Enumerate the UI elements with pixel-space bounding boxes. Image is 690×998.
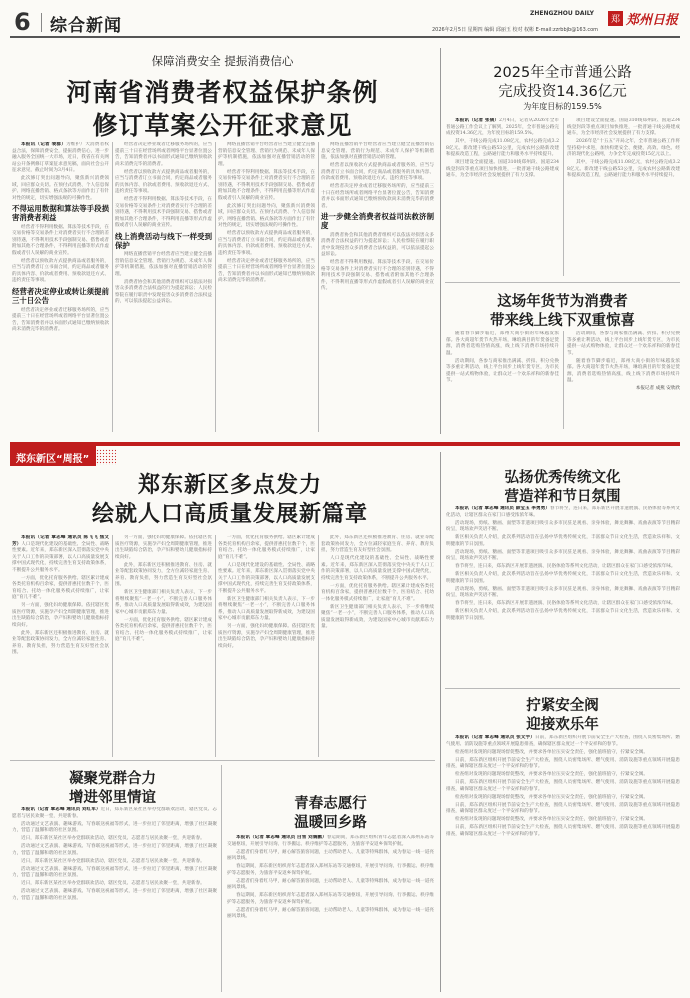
law-kicker: 保障消费安全 提振消费信心 xyxy=(151,54,294,68)
party-para-1c: 近日，郑东新区某社区举办党群联欢活动，辖区党员、志愿者与居民欢聚一堂，共迎新春。 xyxy=(21,858,205,864)
zd-col-1 xyxy=(12,535,109,757)
retail-para-1: 2月4日，记者从2026年全市普通公路工作会议上了解到，2025年，全市普通公路完成投资14.36亿元，为年度目标的159.5%。 xyxy=(446,118,559,136)
consumption-para-1b: 随着春节脚步临近，郑州大商小街的年味越发浓郁。各大商超年货节火热开场，琳琅满目的年货备足货源，消费者选购热情高涨，线上线下消费市场持续升温。 xyxy=(567,358,680,383)
zd-col-2 xyxy=(115,535,212,757)
law-subhead-4: 进一步健全消费者权益司法救济制度 xyxy=(321,212,434,231)
consumption-para-2b: 活动期间，各参与商家推出满减、折扣、积分兑换等多重让利活动，线上平台同步上线年货专区，为市民提供一站式购物体验，让群众过一个欢乐祥和的新春佳节。 xyxy=(567,331,680,356)
zd-main-byline: 本报讯（记者 覃志峰 通讯员 陈飞飞 焦文芳） xyxy=(12,535,109,547)
date-line: 2026年2月5日 星期四 编辑 邱丽玉 校对 权彬 E-mail:zzrbbjb@163.com xyxy=(432,27,599,33)
volunteer-para-2b: 志愿者们身着红马甲，耐心解答旅客问题，主动帮助老人、儿童等特殊群体，成为春运一线一道亮丽风景线。 xyxy=(227,878,434,890)
heritage-title-line1: 弘扬优秀传统文化 xyxy=(504,470,621,486)
law-byline: 本报讯（记者 裴群） xyxy=(21,142,66,147)
law-body-4: 网络直播营销平台经营者应当建立健全直播营销信息安全管理、营销行为规范、未成年人保护等机制措施，依法加强对直播营销活动的管理。 xyxy=(115,252,212,277)
newyear-para-1e: 日前，郑东新区组织开展节前安全生产大检查，围绕人员密集场所、燃气使用、消防设施等重点领域开展隐患排查，确保辖区群众度过一个平安祥和的春节。 xyxy=(446,825,680,837)
zd-main-para-4d: 此外，郑东新区还积极推进教育、住房、就业等配套政策协同发力，全方位减轻家庭生育、养育、教育负担，努力营造生育友好型社会氛围。 xyxy=(321,535,434,553)
zd-main-para-5: 新区卫生健康部门相关负责人表示，下一步将继续聚焦“一老一小”，不断完善人口服务体系，推动人口高质量发展取得新成效，为建设国家中心城市贡献郑东力量。 xyxy=(115,590,212,615)
party-para-1: 近日，郑东新区某社区举办党群联欢活动，辖区党员、志愿者与居民欢聚一堂，共迎新春。 xyxy=(12,807,217,819)
heritage-para-3c: 新区相关负责人介绍，此次系列活动旨在弘扬中华优秀传统文化，丰富群众节日文化生活，营造欢乐祥和、文明健康的节日氛围。 xyxy=(446,609,680,621)
newyear-byline: 本报讯（记者 覃志峰 通讯员 张文宇） xyxy=(455,735,535,740)
col-rule xyxy=(112,535,113,757)
volunteer-para-1b: 春运期间，郑东新区组织青年志愿者深入郑州东站等交通枢纽，开展引导问询、行李搬运、秩序维护等志愿服务，为旅客平安返乡保驾护航。 xyxy=(227,864,434,876)
heritage-body xyxy=(446,506,680,682)
law-col-2 xyxy=(115,142,212,432)
col-rule xyxy=(215,142,216,432)
newyear-title-line1: 拧紧安全阀 xyxy=(526,698,599,714)
col-rule xyxy=(563,118,564,276)
zd-main-para-5d: 新区卫生健康部门相关负责人表示，下一步将继续聚焦“一老一小”，不断完善人口服务体系，推动人口高质量发展取得新成效，为建设国家中心城市贡献郑东力量。 xyxy=(321,604,434,629)
retail-para-2b: 其中，干线公路完成11.08亿元，农村公路完成3.28亿元。新改建干线公路53公里，完成农村公路新改建和提质改造工程，公路通行能力和服务水平持续提升。 xyxy=(567,160,680,178)
heritage-para-2: 活动现场，剪纸、糖画、面塑等非遗项目吸引众多市民驻足观看、亲身体验，舞龙舞狮、戏曲表演等节目精彩纷呈，现场欢声笑语不断。 xyxy=(446,520,680,532)
newyear-para-2: 检查组对发现的问题现场督促整改，并要求各单位压实安全责任，强化值班值守，拧紧安全阀。 xyxy=(455,749,648,755)
consumption-para-1: 随着春节脚步临近，郑州大商小街的年味越发浓郁。各大商超年货节火热开场，琳琅满目的年货备足货源，消费者选购热情高涨，线上线下消费市场持续升温。 xyxy=(446,331,559,356)
party-body xyxy=(12,807,217,992)
section-divider xyxy=(440,452,441,992)
party-para-2c: 活动通过文艺表演、趣味游戏、写春联送祝福等形式，进一步拉近了邻里距离，增强了社区凝聚力，营造了温馨和谐的社区氛围。 xyxy=(12,866,217,878)
retail-para-3: 项目建设全面提速。国道310线郑州段、国道234线登封段等重点项目加快推进，一批普通干线公路建成通车，为全市经济社会发展提供了有力支撑。 xyxy=(446,160,559,178)
newyear-title-line2: 迎接欢乐年 xyxy=(526,717,599,733)
col-rule xyxy=(318,142,319,432)
volunteer-para-2c: 志愿者们身着红马甲，耐心解答旅客问题，主动帮助老人、儿童等特殊群体，成为春运一线一道亮丽风景线。 xyxy=(227,907,434,919)
section-divider xyxy=(440,48,441,434)
zd-main-para-1d: 人口是现代化建设的基础性、全局性、战略性要素。近年来，郑东新区深入贯彻落实党中央关于人口工作的决策部署，以人口高质量发展支撑中国式现代化，持续完善生育支持政策体系，不断提升公共服务水平。 xyxy=(321,556,434,581)
newyear-para-1c: 日前，郑东新区组织开展节前安全生产大检查，围绕人员密集场所、燃气使用、消防设施等重点领域开展隐患排查，确保辖区群众度过一个平安祥和的春节。 xyxy=(446,780,680,792)
retail-col-2 xyxy=(567,118,680,276)
zd-main-para-4b: 此外，郑东新区还积极推进教育、住房、就业等配套政策协同发力，全方位减轻家庭生育、养育、教育负担，努力营造生育友好型社会氛围。 xyxy=(115,562,212,587)
party-para-2: 活动通过文艺表演、趣味游戏、写春联送祝福等形式，进一步拉近了邻里距离，增强了社区凝聚力，营造了温馨和谐的社区氛围。 xyxy=(12,821,217,833)
consumption-col-2 xyxy=(567,331,680,429)
volunteer-para-2: 志愿者们身着红马甲，耐心解答旅客问题，主动帮助老人、儿童等特殊群体，成为春运一线一道亮丽风景线。 xyxy=(227,849,434,861)
law-body-0d: 经营者不得利用数据、算法等技术手段，在交易价格等交易条件上对消费者实行不合理的差别待遇，不得利用技术手段强制交易、搭售或者附加其他不合理条件，不得利用直播等形式作虚假或者引人误解的商业宣传。 xyxy=(321,260,434,292)
volunteer-body xyxy=(227,835,434,992)
col-rule xyxy=(215,535,216,757)
section-badge-label: 郑东新区“周报” xyxy=(16,454,90,465)
row-rule xyxy=(10,760,435,761)
retail-subtitle: 为年度目标的159.5% xyxy=(523,102,602,111)
section-title: 综合新闻 xyxy=(50,16,122,36)
zd-main-para-1: 人口是现代化建设的基础性、全局性、战略性要素。近年来，郑东新区深入贯彻落实党中央关于人口工作的决策部署，以人口高质量发展支撑中国式现代化，持续完善生育支持政策体系，不断提升公共服务水平。 xyxy=(12,541,109,573)
svg-text:郑: 郑 xyxy=(610,15,621,25)
row-rule xyxy=(445,282,680,283)
zd-main-title-line2: 绘就人口高质量发展新篇章 xyxy=(91,502,368,527)
volunteer-title-line1: 青春志愿行 xyxy=(294,796,367,812)
law-body-1b: 经营者不得利用数据、算法等技术手段，在交易价格等交易条件上对消费者实行不合理的差别待遇，不得利用技术手段强制交易、搭售或者附加其他不合理条件，不得利用直播等形式作虚假或者引人误解的商业宣传。 xyxy=(115,197,212,228)
zd-main-para-4: 此外，郑东新区还积极推进教育、住房、就业等配套政策协同发力，全方位减轻家庭生育、养育、教育负担，努力营造生育友好型社会氛围。 xyxy=(12,630,109,655)
newyear-body xyxy=(446,735,680,992)
law-body-3b: 经营者决定停业或者迁移服务场所的，应当提前三十日在经营场所或者网络平台显著位置公告，告知消费者并以书面形式通知已缴纳预收款尚未消费完毕的消费者。 xyxy=(115,142,212,167)
heritage-title-line2: 营造祥和节日氛围 xyxy=(504,489,621,505)
retail-title-line1: 2025年全市普通公路 xyxy=(493,65,632,81)
retail-para-2: 其中，干线公路完成11.08亿元，农村公路完成3.28亿元。新改建干线公路53公里，完成农村公路新改建和提质改造工程，公路通行能力和服务水平持续提升。 xyxy=(446,139,559,157)
law-body-3: 经营者决定停业或者迁移服务场所的，应当提前三十日在经营场所或者网络平台显著位置公告，告知消费者并以书面形式通知已缴纳预收款尚未消费完毕的消费者。 xyxy=(12,307,109,333)
party-para-1b: 近日，郑东新区某社区举办党群联欢活动，辖区党员、志愿者与居民欢聚一堂，共迎新春。 xyxy=(21,836,205,841)
col-rule xyxy=(221,765,222,992)
col-rule xyxy=(563,331,564,429)
volunteer-title-line2: 温暖回乡路 xyxy=(294,815,367,831)
zd-main-para-2b: 一方面，优化托育服务供给。辖区累计建成各类托育机构百余家，提供普惠托位数千个，医育结合、托幼一体化服务模式持续推广，让家庭“育儿不难”。 xyxy=(115,617,212,642)
page-number-divider xyxy=(41,13,42,32)
newyear-para-2d: 检查组对发现的问题现场督促整改，并要求各单位压实安全责任，强化值班值守，拧紧安全阀。 xyxy=(455,817,648,822)
zd-main-para-2c: 一方面，优化托育服务供给。辖区累计建成各类托育机构百余家，提供普惠托位数千个，医育结合、托幼一体化服务模式持续推广，让家庭“育儿不难”。 xyxy=(218,535,315,560)
newyear-para-2c: 检查组对发现的问题现场督促整改，并要求各单位压实安全责任，强化值班值守，拧紧安全阀。 xyxy=(455,794,648,800)
zd-main-para-3c: 另一方面，强化妇幼健康保障。依托辖区优质医疗资源，实施孕产妇全周期健康管理，推进出生缺陷综合防治，孕产妇和婴幼儿健康指标持续向好。 xyxy=(218,624,315,649)
newyear-para-1b: 日前，郑东新区组织开展节前安全生产大检查，围绕人员密集场所、燃气使用、消防设施等重点领域开展隐患排查，确保辖区群众度过一个平安祥和的春节。 xyxy=(446,757,680,769)
law-title-line2: 修订草案公开征求意见 xyxy=(92,111,353,140)
party-para-2b: 活动通过文艺表演、趣味游戏、写春联送祝福等形式，进一步拉近了邻里距离，增强了社区凝聚力，营造了温馨和谐的社区氛围。 xyxy=(12,844,217,856)
zd-main-para-3b: 另一方面，强化妇幼健康保障。依托辖区优质医疗资源，实施孕产妇全周期健康管理，推进出生缺陷综合防治，孕产妇和婴幼儿健康指标持续向好。 xyxy=(115,535,212,560)
zd-main-para-2d: 一方面，优化托育服务供给。辖区累计建成各类托育机构百余家，提供普惠托位数千个，医育结合、托幼一体化服务模式持续推广，让家庭“育儿不难”。 xyxy=(321,583,434,602)
law-body-2c: 经营者决定停业或者迁移服务场所的，应当提前三十日在经营场所或者网络平台显著位置公告，告知消费者并以书面形式通知已缴纳预收款尚未消费完毕的消费者。 xyxy=(218,258,315,283)
consumption-col-1 xyxy=(446,331,559,429)
paper-logo xyxy=(608,6,680,30)
newyear-para-1: 日前，郑东新区组织开展节前安全生产大检查，围绕人员密集场所、燃气使用、消防设施等重点领域开展隐患排查，确保辖区群众度过一个平安祥和的春节。 xyxy=(446,735,680,747)
col-rule xyxy=(112,142,113,432)
law-body-5: 消费者协会和其他消费者组织可以依法对损害众多消费者合法权益的行为提起诉讼；人民检察院在履行职责中发现侵害众多消费者合法权益的，可以依法提起公益诉讼。 xyxy=(115,279,212,305)
zd-main-title-line1: 郑东新区多点发力 xyxy=(137,473,322,498)
heritage-byline: 本报讯（记者 覃志峰 通讯员 薛宝玉 李勇勇） xyxy=(455,506,550,511)
law-title-line1: 河南省消费者权益保护条例 xyxy=(66,78,379,107)
masthead xyxy=(0,0,690,44)
law-subhead-2: 经营者决定停业或转让须提前三十日公告 xyxy=(12,286,109,306)
retail-para-3b: 项目建设全面提速。国道310线郑州段、国道234线登封段等重点项目加快推进，一批普通干线公路建成通车，为全市经济社会发展提供了有力支撑。 xyxy=(567,118,680,136)
party-byline: 本报讯（记者 覃志峰 通讯员 刘红军） xyxy=(21,807,101,812)
law-body-5d: 消费者协会和其他消费者组织可以依法对损害众多消费者合法权益的行为提起诉讼；人民检察院在履行职责中发现侵害众多消费者合法权益的，可以依法提起公益诉讼。 xyxy=(321,232,434,258)
law-body-2: 经营者以预收款方式提供商品或者服务的，应当与消费者订立书面合同，约定商品或者服务的具体内容、价款或者费用、预收款退还方式、违约责任等事项。 xyxy=(12,258,109,284)
header-rule xyxy=(10,36,680,38)
law-body-1c: 经营者以预收款方式提供商品或者服务的，应当与消费者订立书面合同，约定商品或者服务的具体内容、价款或者费用、预收款退还方式、违约责任等事项。 xyxy=(218,231,315,256)
law-body-2d: 经营者决定停业或者迁移服务场所的，应当提前三十日在经营场所或者网络平台显著位置公告，告知消费者并以书面形式通知已缴纳预收款尚未消费完毕的消费者。 xyxy=(321,184,434,209)
zd-main-para-1c: 人口是现代化建设的基础性、全局性、战略性要素。近年来，郑东新区深入贯彻落实党中央关于人口工作的决策部署，以人口高质量发展支撑中国式现代化，持续完善生育支持政策体系，不断提升公共服务水平。 xyxy=(218,562,315,594)
party-title-line2: 增进邻里情谊 xyxy=(69,790,156,806)
retail-para-4: 2026年是“十五五”开局之年，全市普通公路工作将坚持稳中求进，加快构建安全、便捷、高效、绿色、经济的现代化公路网，力争全年完成投资15亿元以上。 xyxy=(567,139,680,157)
paper-name: 郑州日报 xyxy=(626,13,679,28)
heritage-para-1c: 春节将至，连日来，郑东新区开展非遗展演、民俗体验等系列文化活动，让辖区群众在家门口感受浓浓年味。 xyxy=(455,601,676,606)
law-col-4 xyxy=(321,142,434,432)
zd-main-para-2: 一方面，优化托育服务供给。辖区累计建成各类托育机构百余家，提供普惠托位数千个，医育结合、托幼一体化服务模式持续推广，让家庭“育儿不难”。 xyxy=(12,575,109,600)
law-body-4d: 网络直播营销平台经营者应当建立健全直播营销信息安全管理、营销行为规范、未成年人保护等机制措施，依法加强对直播营销活动的管理。 xyxy=(321,142,434,160)
volunteer-para-1: 春运期间，郑东新区组织青年志愿者深入郑州东站等交通枢纽，开展引导问询、行李搬运、秩序维护等志愿服务，为旅客平安返乡保驾护航。 xyxy=(227,835,434,847)
party-para-2d: 活动通过文艺表演、趣味游戏、写春联送祝福等形式，进一步拉近了邻里距离，增强了社区凝聚力，营造了温馨和谐的社区氛围。 xyxy=(12,889,217,901)
law-subhead-3: 线上消费活动与线下一样受到保护 xyxy=(115,231,212,250)
badge-dots xyxy=(96,449,116,465)
col-rule xyxy=(318,535,319,757)
zd-main-para-5c: 新区卫生健康部门相关负责人表示，下一步将继续聚焦“一老一小”，不断完善人口服务体系，推动人口高质量发展取得新成效，为建设国家中心城市贡献郑东力量。 xyxy=(218,596,315,621)
heritage-para-3: 新区相关负责人介绍，此次系列活动旨在弘扬中华优秀传统文化，丰富群众节日文化生活，营造欢乐祥和、文明健康的节日氛围。 xyxy=(446,535,680,547)
heritage-para-3b: 新区相关负责人介绍，此次系列活动旨在弘扬中华优秀传统文化，丰富群众节日文化生活，营造欢乐祥和、文明健康的节日氛围。 xyxy=(446,572,680,584)
volunteer-para-1c: 春运期间，郑东新区组织青年志愿者深入郑州东站等交通枢纽，开展引导问询、行李搬运、秩序维护等志愿服务，为旅客平安返乡保驾护航。 xyxy=(227,893,434,905)
retail-col-1 xyxy=(446,118,559,276)
zd-main-para-3: 另一方面，强化妇幼健康保障。依托辖区优质医疗资源，实施孕产妇全周期健康管理，推进出生缺陷综合防治，孕产妇和婴幼儿健康指标持续向好。 xyxy=(12,603,109,628)
consumption-title-line1: 这场年货节为消费者 xyxy=(497,294,628,310)
volunteer-byline: 本报讯（记者 覃志峰 通讯员 白雪 刘婧鹏） xyxy=(236,835,327,840)
section-badge xyxy=(10,446,96,466)
party-para-1d: 近日，郑东新区某社区举办党群联欢活动，辖区党员、志愿者与居民欢聚一堂，共迎新春。 xyxy=(21,881,205,886)
heritage-para-1b: 春节将至，连日来，郑东新区开展非遗展演、民俗体验等系列文化活动，让辖区群众在家门口感受浓浓年味。 xyxy=(455,564,676,569)
newyear-para-1d: 日前，郑东新区组织开展节前安全生产大检查，围绕人员密集场所、燃气使用、消防设施等重点领域开展隐患排查，确保辖区群众度过一个平安祥和的春节。 xyxy=(446,802,680,814)
heritage-para-2c: 活动现场，剪纸、糖画、面塑等非遗项目吸引众多市民驻足观看、亲身体验，舞龙舞狮、戏曲表演等节目精彩纷呈，现场欢声笑语不断。 xyxy=(446,586,680,598)
english-name: ZHENGZHOU DAILY xyxy=(530,10,594,17)
law-body-4b: 网络直播营销平台经营者应当建立健全直播营销信息安全管理、营销行为规范、未成年人保护等机制措施，依法加强对直播营销活动的管理。 xyxy=(218,142,315,167)
consumption-para-2: 活动期间，各参与商家推出满减、折扣、积分兑换等多重让利活动，线上平台同步上线年货专区，为市民提供一站式购物体验，让群众过一个欢乐祥和的新春佳节。 xyxy=(446,358,559,383)
law-para-1: 为维护广大消费者权益合法，保障消费安全，提振消费信心，进一步融入服务全国统一大市场，近日，我省在有关网站公开条例修订草案征求意见稿，面向社会公开征求意见，截止时间为3月4日。 xyxy=(12,142,109,173)
consumption-byline: 本报记者 成燕 安欣欣 xyxy=(635,386,680,391)
law-col-3 xyxy=(218,142,315,432)
law-para-2c: 此次修订突出问题导向，聚焦新兴消费领域，回应群众关切。在预付式消费、个人信息保护、网络直播营销、格式条款等方面作出了有针对性的规定，切实增强法规的可操作性。 xyxy=(218,203,315,228)
law-para-2: 此次修订突出问题导向，聚焦新兴消费领域，回应群众关切。在预付式消费、个人信息保护、网络直播营销、格式条款等方面作出了有针对性的规定，切实增强法规的可操作性。 xyxy=(12,176,109,201)
heritage-para-2b: 活动现场，剪纸、糖画、面塑等非遗项目吸引众多市民驻足观看、亲身体验，舞龙舞狮、戏曲表演等节目精彩纷呈，现场欢声笑语不断。 xyxy=(446,549,680,561)
law-body-0c: 经营者不得利用数据、算法等技术手段，在交易价格等交易条件上对消费者实行不合理的差别待遇，不得利用技术手段强制交易、搭售或者附加其他不合理条件，不得利用直播等形式作虚假或者引人误解的商业宣传。 xyxy=(218,169,315,201)
heritage-para-1: 春节将至，连日来，郑东新区开展非遗展演、民俗体验等系列文化活动，让辖区群众在家门口感受浓浓年味。 xyxy=(446,506,680,518)
law-body-1d: 经营者以预收款方式提供商品或者服务的，应当与消费者订立书面合同，约定商品或者服务的具体内容、价款或者费用、预收款退还方式、违约责任等事项。 xyxy=(321,163,434,181)
law-body-1: 经营者不得利用数据、算法等技术手段，在交易价格等交易条件上对消费者实行不合理的差别待遇，不得利用技术手段强制交易、搭售或者附加其他不合理条件，不得利用直播等形式作虚假或者引人误解的商业宣传。 xyxy=(12,224,109,256)
section-band xyxy=(10,442,680,446)
retail-title-line2: 完成投资14.36亿元 xyxy=(498,84,627,100)
consumption-title-line2: 带来线上线下双重惊喜 xyxy=(490,313,635,329)
row-rule xyxy=(445,688,680,689)
newyear-para-2b: 检查组对发现的问题现场督促整改，并要求各单位压实安全责任，强化值班值守，拧紧安全阀。 xyxy=(455,772,648,777)
law-col-1 xyxy=(12,142,109,432)
zd-col-3 xyxy=(218,535,315,757)
retail-byline: 本报讯（记者 张倩） xyxy=(455,118,499,123)
law-body-2b: 经营者以预收款方式提供商品或者服务的，应当与消费者订立书面合同，约定商品或者服务的具体内容、价款或者费用、预收款退还方式、违约责任等事项。 xyxy=(115,169,212,194)
party-title-line1: 凝聚党群合力 xyxy=(69,771,156,787)
law-subhead-1: 不得运用数据和算法等手段损害消费者利益 xyxy=(12,204,109,223)
zd-col-4 xyxy=(321,535,434,757)
page-number: 6 xyxy=(14,8,31,36)
